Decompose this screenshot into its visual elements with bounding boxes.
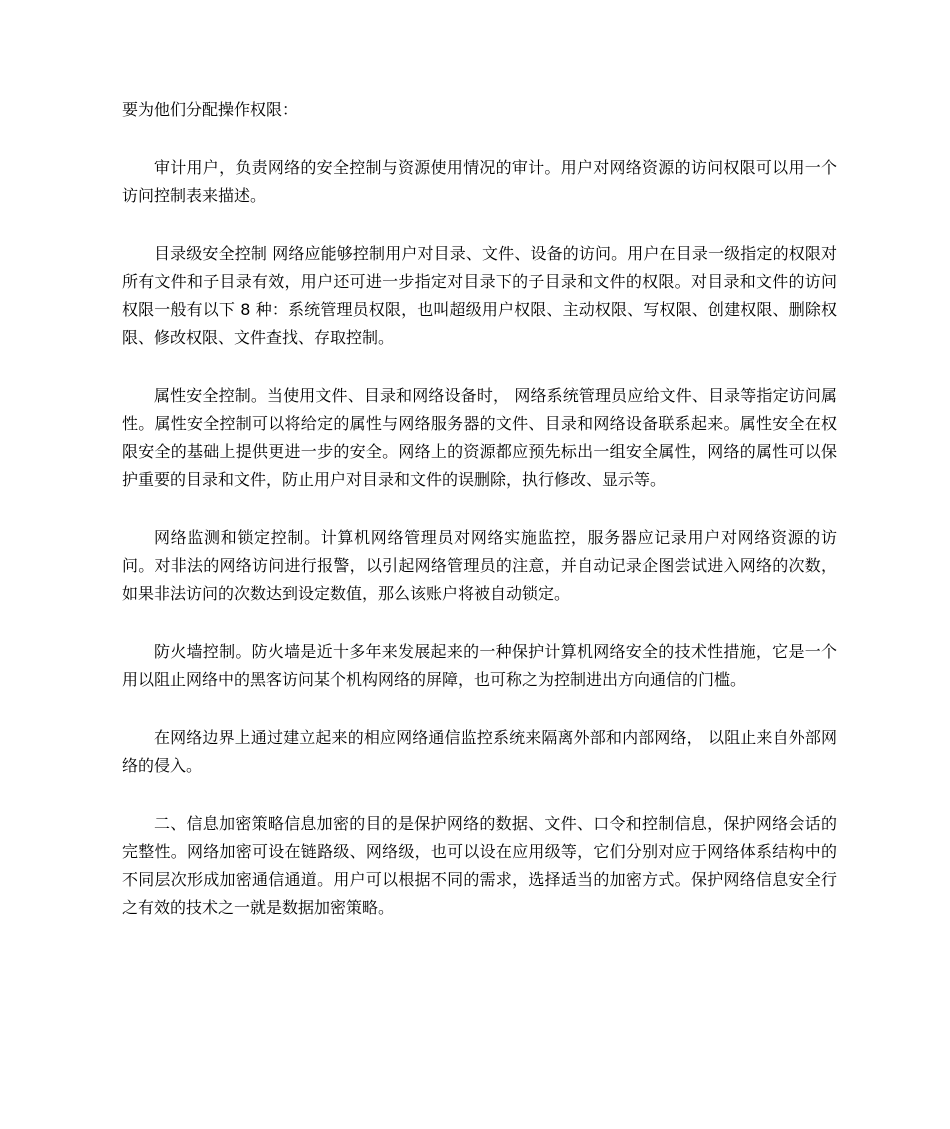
paragraph-4: 属性安全控制。当使用文件、目录和网络设备时， 网络系统管理员应给文件、目录等指定访问属性。属性安全控制可以将给定的属性与网络服务器的文件、目录和网络设备联系起来。属性安全在权限安全的基础上提供更进一步的安全。网络上的资源都应预先标出一组安全属性，网络的属性可以保护重要的目录和文件，防止用户对目录和文件的误删除，执行修改、显示等。 [122,386,837,489]
paragraph-5: 网络监测和锁定控制。计算机网络管理员对网络实施监控，服务器应记录用户对网络资源的访问。对非法的网络访问进行报警，以引起网络管理员的注意，并自动记录企图尝试进入网络的次数，如果非法访问的次数达到设定数值，那么该账户将被自动锁定。 [122,528,837,603]
paragraph-1: 要为他们分配操作权限： [122,100,299,119]
paragraph-3: 目录级安全控制 网络应能够控制用户对目录、文件、设备的访问。用户在目录一级指定的权限对所有文件和子目录有效，用户还可进一步指定对目录下的子目录和文件的权限。对目录和文件的访问权限一般有以下 8 种：系统管理员权限，也叫超级用户权限、主动权限、写权限、创建权限、删除权限、修改权限、文件查找、存取控制。 [122,244,837,347]
document-body [122,96,837,952]
paragraph-7: 在网络边界上通过建立起来的相应网络通信监控系统来隔离外部和内部网络， 以阻止来自外部网络的侵入。 [122,728,837,775]
paragraph-6: 防火墙控制。防火墙是近十多年来发展起来的一种保护计算机网络安全的技术性措施，它是一个用以阻止网络中的黑客访问某个机构网络的屏障，也可称之为控制进出方向通信的门槛。 [122,642,837,689]
paragraph-8: 二、信息加密策略信息加密的目的是保护网络的数据、文件、口令和控制信息，保护网络会话的完整性。网络加密可设在链路级、网络级，也可以设在应用级等，它们分别对应于网络体系结构中的不同层次形成加密通信通道。用户可以根据不同的需求，选择适当的加密方式。保护网络信息安全行之有效的技术之一就是数据加密策略。 [122,814,837,917]
paragraph-2: 审计用户，负责网络的安全控制与资源使用情况的审计。用户对网络资源的访问权限可以用一个访问控制表来描述。 [122,158,837,205]
